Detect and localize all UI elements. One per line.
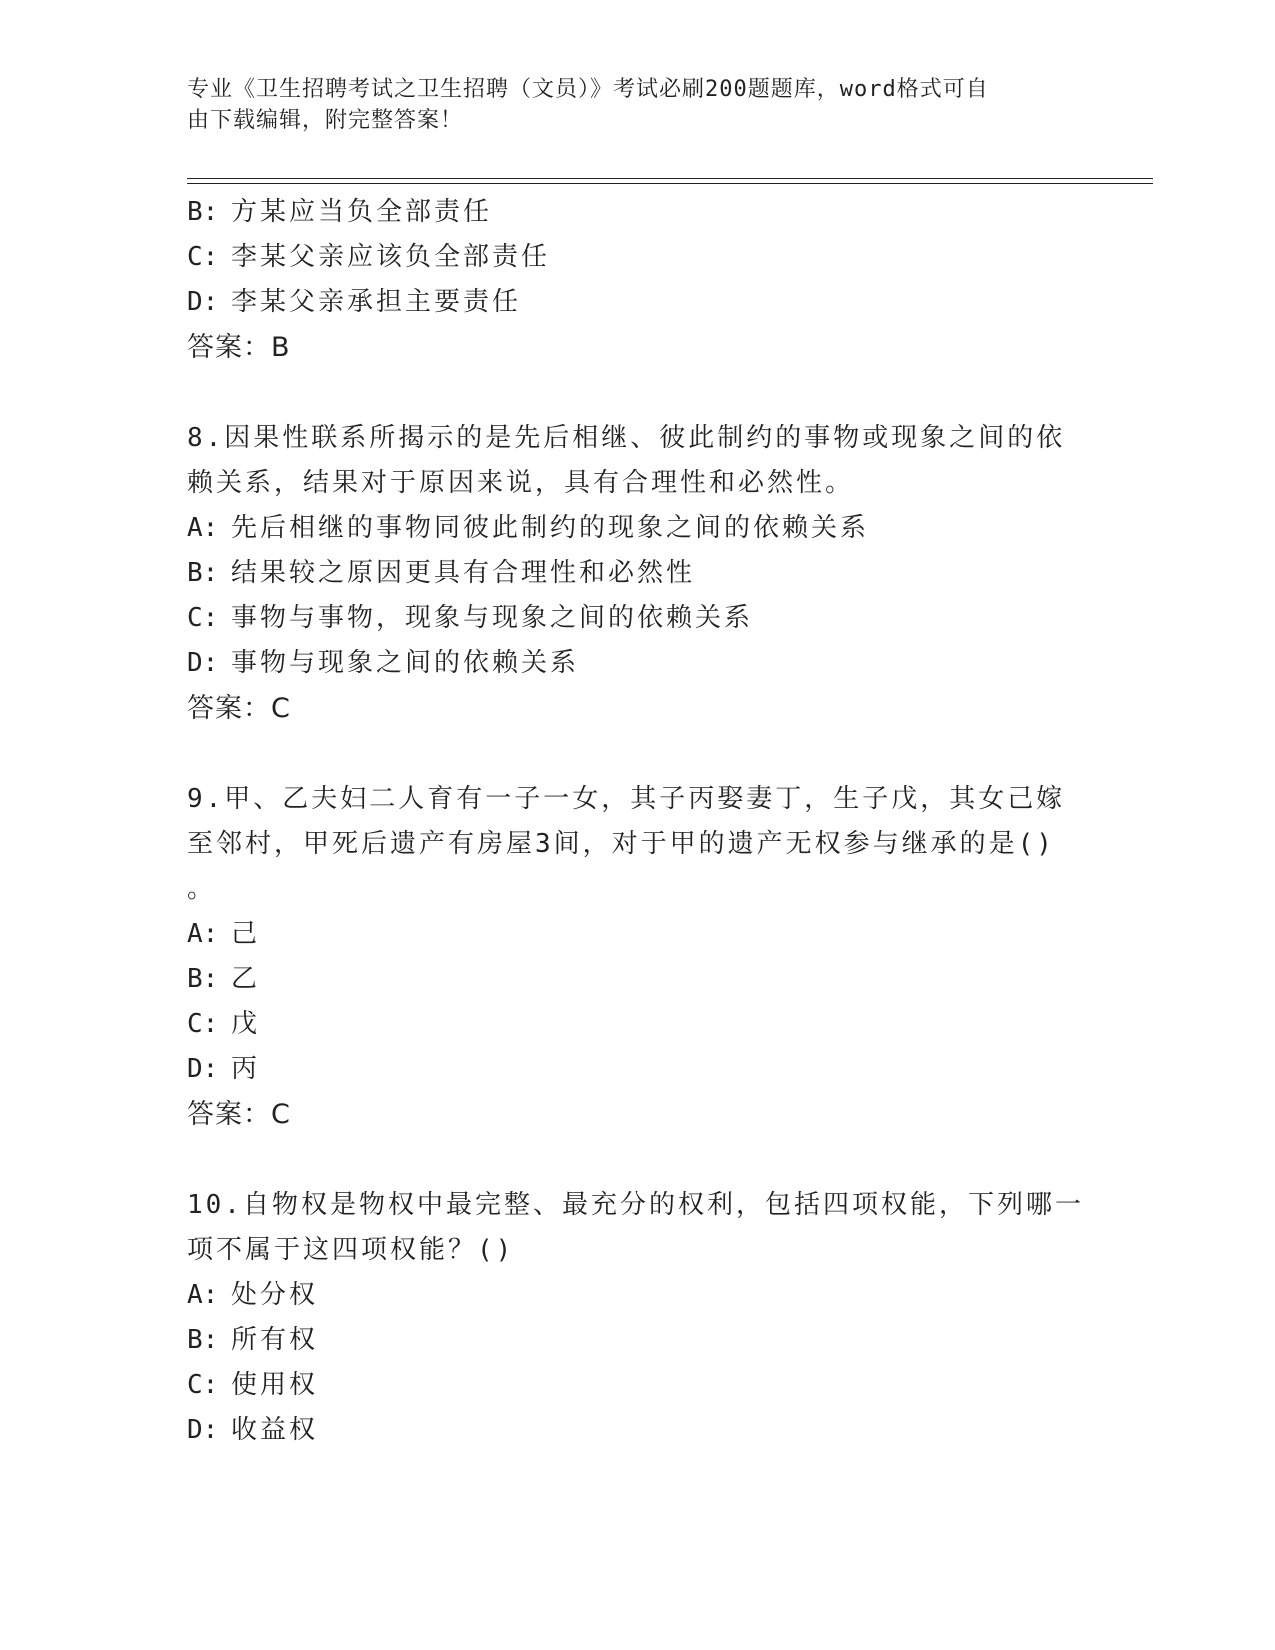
header-line-2: 由下载编辑，附完整答案！ (187, 108, 464, 133)
option-text: 所有权 (231, 1325, 319, 1355)
option-key: D: (187, 287, 219, 317)
option-b (187, 190, 1067, 235)
option-key: B: (187, 558, 219, 588)
option-key: C: (187, 1009, 219, 1039)
option-text: 己 (231, 919, 261, 949)
option-key: C: (187, 603, 219, 633)
option-key: C: (187, 242, 219, 272)
option-text: 乙 (231, 964, 261, 994)
option-c (187, 596, 1067, 641)
option-key: A: (187, 513, 219, 543)
option-c (187, 1363, 1067, 1408)
header-divider-bottom (187, 183, 1153, 184)
question-7-continued (187, 190, 1067, 370)
option-d (187, 1408, 1067, 1453)
option-text: 收益权 (231, 1415, 319, 1445)
option-key: D: (187, 1415, 219, 1445)
option-b (187, 551, 1067, 596)
option-text: 李某父亲承担主要责任 (231, 287, 522, 317)
option-key: B: (187, 197, 219, 227)
option-key: A: (187, 1280, 219, 1310)
question-text-line-1: 10.自物权是物权中最完整、最充分的权利，包括四项权能，下列哪一 (187, 1190, 1084, 1220)
header-line-1: 专业《卫生招聘考试之卫生招聘（文员）》考试必刷200题题库，word格式可自 (187, 77, 989, 102)
option-c (187, 235, 1067, 280)
option-key: B: (187, 1325, 219, 1355)
option-text: 丙 (231, 1054, 261, 1084)
question-text-line-1: 9.甲、乙夫妇二人育有一子一女，其子丙娶妻丁，生子戊，其女己嫁 (187, 784, 1066, 814)
option-text: 李某父亲应该负全部责任 (231, 242, 551, 272)
header-divider-top (187, 178, 1153, 179)
option-key: A: (187, 919, 219, 949)
question-text-line-3: 。 (187, 874, 217, 904)
option-d (187, 641, 1067, 686)
option-text: 方某应当负全部责任 (231, 197, 493, 227)
option-key: C: (187, 1370, 219, 1400)
question-text-line-2: 项不属于这四项权能？() (187, 1235, 515, 1265)
option-text: 使用权 (231, 1370, 319, 1400)
question-content (187, 190, 1084, 1453)
option-key: B: (187, 964, 219, 994)
option-key: D: (187, 1054, 219, 1084)
option-d (187, 1047, 1067, 1092)
option-a (187, 506, 1067, 551)
question-9 (187, 777, 1067, 1137)
option-text: 事物与现象之间的依赖关系 (231, 648, 580, 678)
answer: 答案：C (187, 693, 291, 724)
option-key: D: (187, 648, 219, 678)
document-header (187, 74, 1067, 136)
answer: 答案：C (187, 1099, 291, 1130)
option-a (187, 1273, 1067, 1318)
question-text-line-2: 赖关系，结果对于原因来说，具有合理性和必然性。 (187, 468, 855, 498)
option-c (187, 1002, 1067, 1047)
option-b (187, 957, 1067, 1002)
option-text: 事物与事物，现象与现象之间的依赖关系 (231, 603, 754, 633)
option-text: 戊 (231, 1009, 261, 1039)
option-b (187, 1318, 1067, 1363)
question-text-line-2: 至邻村，甲死后遗产有房屋3间，对于甲的遗产无权参与继承的是() (187, 829, 1055, 859)
question-text-line-1: 8.因果性联系所揭示的是先后相继、彼此制约的事物或现象之间的依 (187, 423, 1066, 453)
question-8 (187, 416, 1067, 731)
option-text: 先后相继的事物同彼此制约的现象之间的依赖关系 (231, 513, 870, 543)
answer: 答案：B (187, 332, 291, 363)
option-d (187, 280, 1067, 325)
option-a (187, 912, 1067, 957)
question-10 (187, 1183, 1084, 1453)
option-text: 结果较之原因更具有合理性和必然性 (231, 558, 696, 588)
option-text: 处分权 (231, 1280, 319, 1310)
